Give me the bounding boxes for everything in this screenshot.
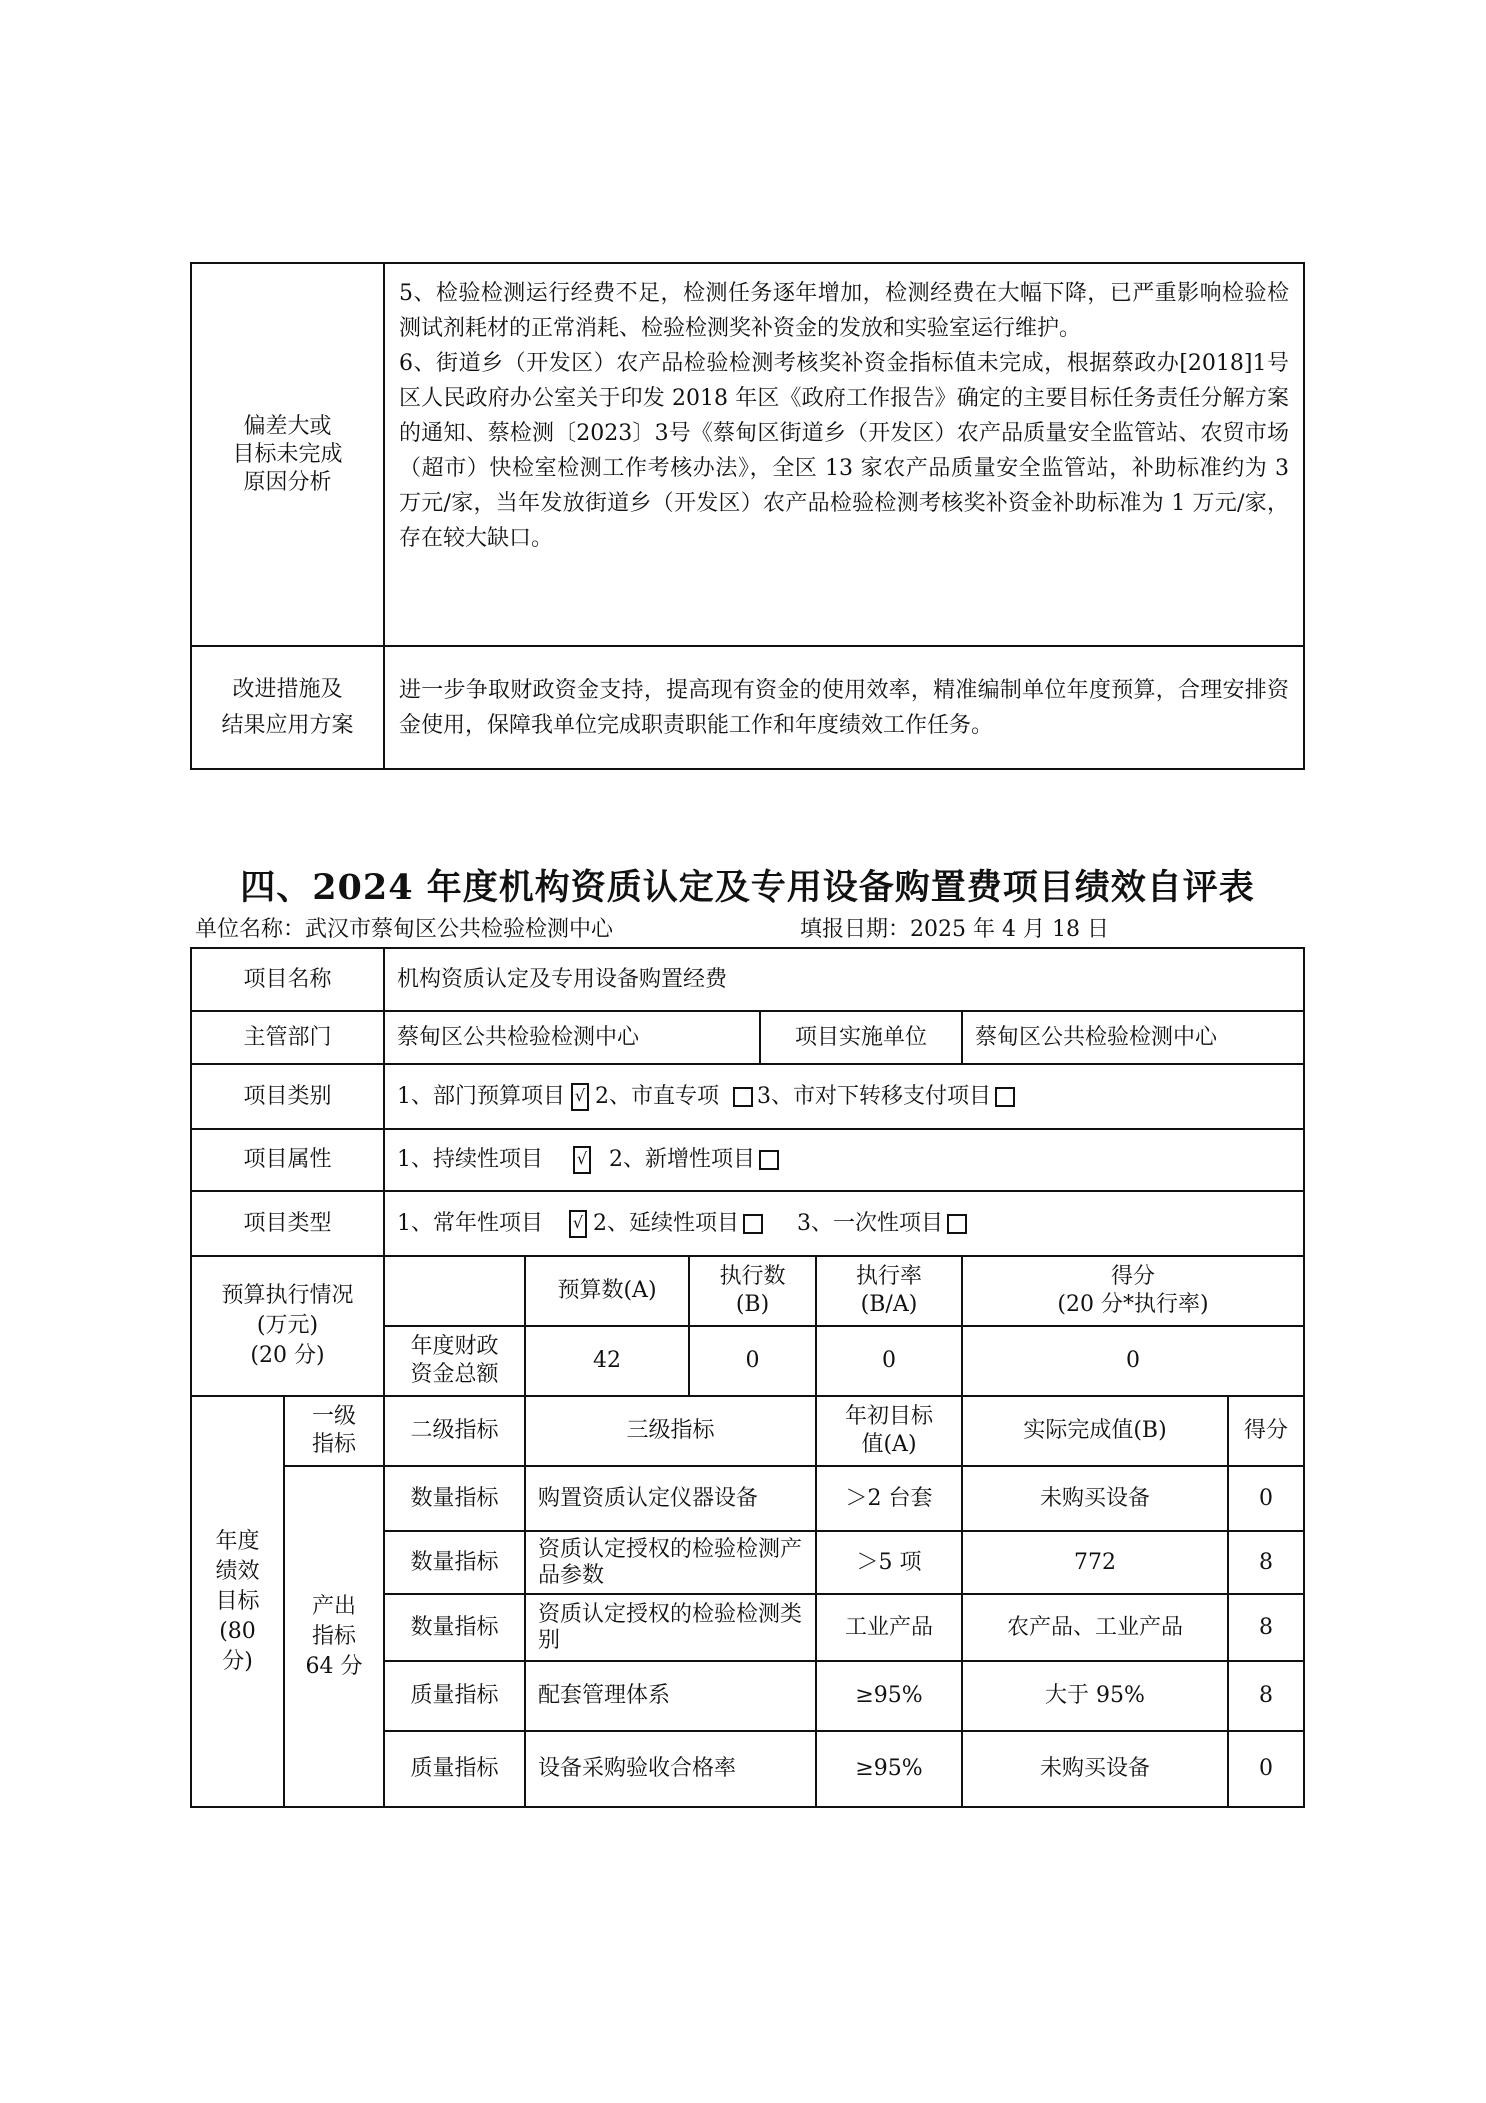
indicator-actual: 未购买设备 <box>961 1730 1229 1808</box>
checked-box-icon[interactable]: √ <box>571 1083 589 1111</box>
indicator-target: ＞5 项 <box>815 1530 963 1595</box>
indicator-level3: 设备采购验收合格率 <box>524 1730 817 1808</box>
unchecked-box-icon[interactable] <box>947 1214 967 1234</box>
target-header <box>815 1395 963 1467</box>
budget-header-blank <box>383 1255 526 1327</box>
checked-box-icon[interactable]: √ <box>569 1210 587 1238</box>
indicator-actual: 未购买设备 <box>961 1465 1229 1532</box>
improvement-paragraph: 进一步争取财政资金支持，提高现有资金的使用效率，精准编制单位年度预算，合理安排资金使用，保障我单位完成职责职能工作和年度绩效工作任务。 <box>399 677 1289 738</box>
level2-header: 二级指标 <box>383 1395 526 1467</box>
label-line: 指标 <box>311 1623 356 1649</box>
label-line: 预算执行情况 <box>221 1283 354 1308</box>
header-line: 值(A) <box>861 1432 917 1457</box>
indicator-level3: 配套管理体系 <box>524 1660 817 1732</box>
budget-amount-value: 42 <box>524 1325 690 1397</box>
label-line: 偏差大或 <box>243 413 332 439</box>
type-option-2: 2、延续性项目 <box>593 1210 739 1236</box>
project-attribute-options <box>383 1128 1305 1192</box>
label-line: 64 分 <box>305 1653 363 1679</box>
label-line: 结果应用方案 <box>221 712 354 738</box>
impl-unit-value: 蔡甸区公共检验检测中心 <box>961 1010 1305 1065</box>
label-line: (20 分) <box>250 1343 325 1368</box>
exec-rate-header <box>815 1255 963 1327</box>
unchecked-box-icon[interactable] <box>995 1087 1015 1107</box>
label-line: 绩效 <box>215 1558 260 1584</box>
exec-rate-value: 0 <box>815 1325 963 1397</box>
attribute-option-2: 2、新增性项目 <box>609 1147 755 1172</box>
output-indicator-label <box>283 1465 385 1808</box>
deviation-analysis-label-cell <box>190 262 385 647</box>
exec-amount-value: 0 <box>688 1325 817 1397</box>
label-line: (80 <box>219 1618 256 1644</box>
annual-fiscal-total-label <box>383 1325 526 1397</box>
project-name-label: 项目名称 <box>190 947 385 1012</box>
report-date: 填报日期：2025 年 4 月 18 日 <box>800 917 1109 942</box>
impl-unit-label: 项目实施单位 <box>759 1010 963 1065</box>
label-line: (万元) <box>256 1313 319 1338</box>
unchecked-box-icon[interactable] <box>743 1214 763 1234</box>
indicator-level2: 质量指标 <box>383 1660 526 1732</box>
indicator-level3: 购置资质认定仪器设备 <box>524 1465 817 1532</box>
indicator-level2: 质量指标 <box>383 1730 526 1808</box>
label-line: 年度财政 <box>410 1334 499 1359</box>
analysis-paragraph-5: 5、检验检测运行经费不足，检测任务逐年增加，检测经费在大幅下降，已严重影响检验检测试剂耗材的正常消耗、检验检测奖补资金的发放和实验室运行维护。 <box>399 281 1289 341</box>
indicator-level2: 数量指标 <box>383 1593 526 1662</box>
budget-amount-header: 预算数(A) <box>524 1255 690 1327</box>
category-option-3: 3、市对下转移支付项目 <box>757 1083 991 1109</box>
budget-score-header <box>961 1255 1305 1327</box>
indicator-level2: 数量指标 <box>383 1530 526 1595</box>
project-type-label: 项目类型 <box>190 1190 385 1257</box>
indicator-level2: 数量指标 <box>383 1465 526 1532</box>
actual-header: 实际完成值(B) <box>961 1395 1229 1467</box>
checked-box-icon[interactable]: √ <box>573 1146 591 1174</box>
unit-name: 单位名称：武汉市蔡甸区公共检验检测中心 <box>195 917 614 942</box>
header-line: 执行数 <box>719 1264 786 1289</box>
label-line: 资金总额 <box>410 1362 499 1387</box>
indicator-target: 工业产品 <box>815 1593 963 1662</box>
improvement-content-cell <box>383 645 1305 770</box>
category-option-2: 2、市直专项 <box>595 1083 719 1109</box>
project-category-label: 项目类别 <box>190 1063 385 1130</box>
budget-execution-label <box>190 1255 385 1397</box>
indicator-target: ≥95% <box>815 1730 963 1808</box>
indicator-target: ＞2 台套 <box>815 1465 963 1532</box>
deviation-analysis-content-cell <box>383 262 1305 647</box>
exec-amount-header <box>688 1255 817 1327</box>
annual-performance-target-label <box>190 1395 285 1808</box>
analysis-paragraph-6: 6、街道乡（开发区）农产品检验检测考核奖补资金指标值未完成，根据蔡政办[2018]1号区人民政府办公室关于印发 2018 年区《政府工作报告》确定的主要目标任务责任分解方案的通知、蔡检测〔2023〕3号《蔡甸区街道乡（开发区）农产品质量安全监管站、农贸市场（超市）快检室检测工作考核办法》，全区 13 家农产品质量安全监管站，补助标准约为 3 万元/家，当年发放街道乡（开发区）农产品检验检测考核奖补资金补助标准为 1 万元/家，存在较大缺口。 <box>399 351 1289 551</box>
header-line: 得分 <box>1110 1264 1155 1289</box>
improvement-label-cell <box>190 645 385 770</box>
project-attribute-label: 项目属性 <box>190 1128 385 1192</box>
budget-score-value: 0 <box>961 1325 1305 1397</box>
label-line: 原因分析 <box>243 469 332 495</box>
indicator-actual: 大于 95% <box>961 1660 1229 1732</box>
indicator-score: 0 <box>1227 1730 1305 1808</box>
unchecked-box-icon[interactable] <box>759 1150 779 1170</box>
label-line: 改进措施及 <box>232 676 343 702</box>
label-line: 产出 <box>311 1593 356 1619</box>
project-type-options <box>383 1190 1305 1257</box>
header-line: 一级 <box>311 1404 356 1429</box>
header-line: (20 分*执行率) <box>1057 1292 1209 1317</box>
section-title: 四、2024 年度机构资质认定及专用设备购置费项目绩效自评表 <box>240 867 1255 908</box>
indicator-score: 8 <box>1227 1593 1305 1662</box>
indicator-score: 8 <box>1227 1660 1305 1732</box>
header-line: 指标 <box>311 1432 356 1457</box>
indicator-actual: 772 <box>961 1530 1229 1595</box>
header-line: 执行率 <box>855 1264 922 1289</box>
indicator-level3: 资质认定授权的检验检测产品参数 <box>524 1530 817 1595</box>
header-line: (B/A) <box>860 1292 918 1317</box>
category-option-1: 1、部门预算项目 <box>397 1083 565 1109</box>
attribute-option-1: 1、持续性项目 <box>397 1147 543 1172</box>
project-category-options <box>383 1063 1305 1130</box>
indicator-score: 8 <box>1227 1530 1305 1595</box>
indicator-actual: 农产品、工业产品 <box>961 1593 1229 1662</box>
indicator-level3: 资质认定授权的检验检测类别 <box>524 1593 817 1662</box>
type-option-3: 3、一次性项目 <box>797 1210 943 1236</box>
indicator-score: 0 <box>1227 1465 1305 1532</box>
header-line: 年初目标 <box>844 1404 933 1429</box>
score-header: 得分 <box>1227 1395 1305 1467</box>
dept-value: 蔡甸区公共检验检测中心 <box>383 1010 761 1065</box>
label-line: 目标 <box>215 1588 260 1614</box>
label-line: 目标未完成 <box>232 441 343 467</box>
dept-label: 主管部门 <box>190 1010 385 1065</box>
label-line: 分) <box>222 1648 253 1674</box>
level3-header: 三级指标 <box>524 1395 817 1467</box>
level1-header <box>283 1395 385 1467</box>
type-option-1: 1、常年性项目 <box>397 1210 543 1236</box>
indicator-target: ≥95% <box>815 1660 963 1732</box>
project-name-value: 机构资质认定及专用设备购置经费 <box>383 947 1305 1012</box>
unchecked-box-icon[interactable] <box>733 1087 753 1107</box>
label-line: 年度 <box>215 1528 260 1554</box>
header-line: (B) <box>735 1292 770 1317</box>
